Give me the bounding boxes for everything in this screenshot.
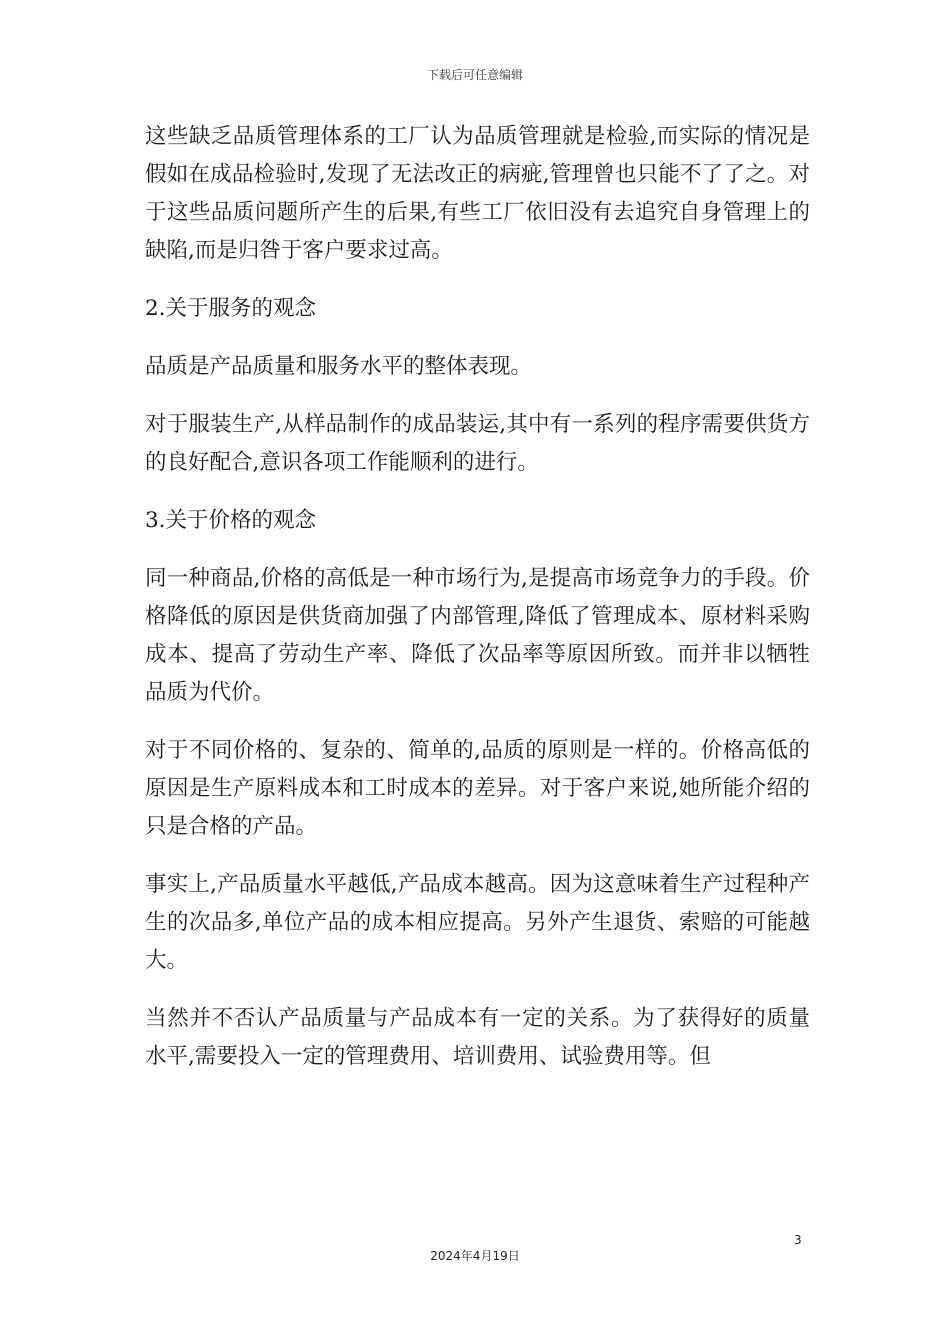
paragraph-quality-cost: 事实上,产品质量水平越低,产品成本越高。因为这意味着生产过程种产生的次品多,单位产品的成本相应提高。另外产生退货、索赔的可能越大。 bbox=[145, 872, 810, 973]
footer-date: 2024年4月19日 bbox=[430, 1249, 520, 1263]
document-body bbox=[145, 118, 810, 1096]
paragraph-quality-management: 这些缺乏品质管理体系的工厂认为品质管理就是检验,而实际的情况是假如在成品检验时,发现了无法改正的病疵,管理曾也只能不了了之。对于这些品质问题所产生的后果,有些工厂依旧没有去追究自身管理上的缺陷,而是归咎于客户要求过高。 bbox=[145, 124, 810, 263]
heading-price-concept: 3.关于价格的观念 bbox=[145, 508, 317, 533]
heading-service-concept: 2.关于服务的观念 bbox=[145, 296, 317, 321]
page-number: 3 bbox=[794, 1233, 802, 1247]
paragraph-quality-definition: 品质是产品质量和服务水平的整体表现。 bbox=[145, 354, 533, 379]
paragraph-price-market: 同一种商品,价格的高低是一种市场行为,是提高市场竞争力的手段。价格降低的原因是供货商加强了内部管理,降低了管理成本、原材料采购成本、提高了劳动生产率、降低了次品率等原因所致。而并非以牺牲品质为代价。 bbox=[145, 566, 810, 705]
page-header: 下载后可任意编辑 bbox=[426, 68, 523, 82]
paragraph-garment-production: 对于服装生产,从样品制作的成品装运,其中有一系列的程序需要供货方的良好配合,意识各项工作能顺利的进行。 bbox=[145, 412, 810, 475]
paragraph-price-principle: 对于不同价格的、复杂的、简单的,品质的原则是一样的。价格高低的原因是生产原料成本和工时成本的差异。对于客户来说,她所能介绍的只是合格的产品。 bbox=[145, 738, 810, 839]
paragraph-quality-investment: 当然并不否认产品质量与产品成本有一定的关系。为了获得好的质量水平,需要投入一定的管理费用、培训费用、试验费用等。但 bbox=[145, 1006, 810, 1069]
